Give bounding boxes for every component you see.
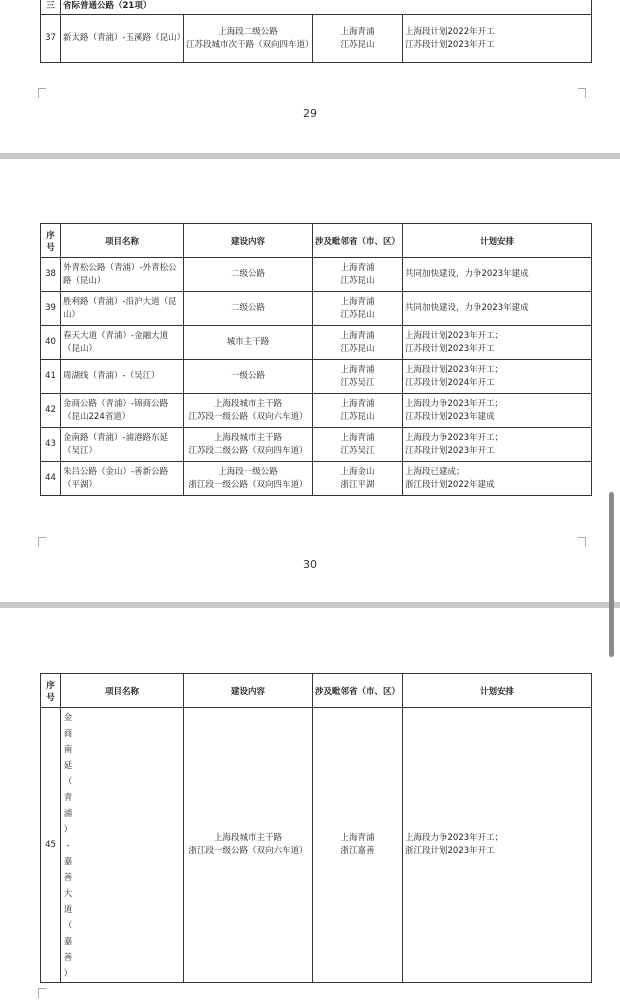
table-page-31: [40, 673, 592, 983]
header-name: 项目名称: [61, 224, 184, 258]
row-no: 40: [41, 326, 61, 360]
crop-mark: [38, 537, 46, 547]
row-name-char: 商: [63, 729, 73, 739]
row-content: 城市主干路: [184, 326, 313, 360]
header-region: 涉及毗邻省（市、区）: [313, 224, 403, 258]
table-row: [41, 462, 592, 496]
section-label: 三: [41, 0, 61, 15]
row-region: 上海青浦 江苏昆山: [313, 394, 403, 428]
table-row: [41, 15, 592, 63]
row-name-char: ）: [63, 825, 73, 835]
row-region: 上海青浦 江苏昆山: [313, 292, 403, 326]
row-no: 38: [41, 258, 61, 292]
page-30: [0, 159, 620, 602]
row-name-char: 善: [63, 873, 73, 883]
table-page-30: [40, 223, 592, 496]
row-content: 上海段城市主干路 江苏段一级公路（双向六车道）: [184, 394, 313, 428]
row-no: 41: [41, 360, 61, 394]
header-no: 序号: [41, 224, 61, 258]
row-name: 周湖线（青浦）-（吴江）: [61, 360, 184, 394]
row-name: 外青松公路（青浦）-外青松公路（昆山）: [61, 258, 184, 292]
table-row: [41, 428, 592, 462]
row-region: 上海青浦 江苏昆山: [313, 258, 403, 292]
table-header: [41, 224, 592, 258]
row-name-char: 嘉: [63, 857, 73, 867]
table-row: [41, 360, 592, 394]
header-plan: 计划安排: [403, 674, 592, 708]
row-no: 39: [41, 292, 61, 326]
row-name-char: -: [66, 841, 70, 851]
scrollbar-thumb[interactable]: [609, 492, 614, 657]
row-plan: 上海段力争2023年开工； 江苏段计划2023年建成: [403, 394, 592, 428]
row-region: 上海青浦 江苏昆山: [313, 15, 403, 63]
row-name: 胜利路（青浦）-沿沪大道（昆山）: [61, 292, 184, 326]
row-plan: 上海段计划2023年开工； 江苏段计划2024年开工: [403, 360, 592, 394]
row-plan: 上海段力争2023年开工； 江苏段计划2023年开工: [403, 428, 592, 462]
row-no: 37: [41, 15, 61, 63]
row-no: 42: [41, 394, 61, 428]
crop-mark: [38, 988, 46, 998]
row-name-char: 道: [63, 905, 73, 915]
table-header: [41, 674, 592, 708]
header-region: 涉及毗邻省（市、区）: [313, 674, 403, 708]
row-name: 新太路（青浦）-玉溪路（昆山）: [61, 15, 184, 63]
crop-mark: [38, 88, 46, 98]
row-name: 金南路（青浦）-浦港路东延（吴江）: [61, 428, 184, 462]
table-row: [41, 258, 592, 292]
row-content: 一级公路: [184, 360, 313, 394]
row-name-char: 浦: [63, 809, 73, 819]
row-name-char: 大: [63, 889, 73, 899]
row-no: 45: [41, 708, 61, 983]
row-no: 44: [41, 462, 61, 496]
row-no: 43: [41, 428, 61, 462]
row-name-char: 青: [63, 793, 73, 803]
table-row: [41, 394, 592, 428]
row-plan: 上海段力争2023年开工； 浙江段计划2023年开工: [403, 708, 592, 983]
table-row: [41, 326, 592, 360]
section-title: 省际普通公路（21项）: [61, 0, 592, 15]
page-31: [0, 608, 620, 1000]
crop-mark: [578, 88, 586, 98]
row-region: 上海金山 浙江平湖: [313, 462, 403, 496]
header-content: 建设内容: [184, 674, 313, 708]
header-no: 序号: [41, 674, 61, 708]
header-plan: 计划安排: [403, 224, 592, 258]
row-plan: 共同加快建设，力争2023年建成: [403, 292, 592, 326]
row-name: [61, 708, 184, 983]
row-name-char: 善: [63, 953, 73, 963]
row-name-char: 延: [63, 761, 73, 771]
row-content: 上海段城市主干路 浙江段一级公路（双向六车道）: [184, 708, 313, 983]
table-row: [41, 292, 592, 326]
row-name: 金商公路（青浦）-锦商公路（昆山224省道）: [61, 394, 184, 428]
row-name-char: 金: [63, 713, 73, 723]
row-content: 上海段城市主干路 江苏段二级公路（双向四车道）: [184, 428, 313, 462]
row-name: 朱吕公路（金山）-善新公路（平湖）: [61, 462, 184, 496]
row-name-char: （: [63, 777, 73, 787]
row-content: 二级公路: [184, 292, 313, 326]
row-region: 上海青浦 浙江嘉善: [313, 708, 403, 983]
header-content: 建设内容: [184, 224, 313, 258]
page-29: [0, 0, 620, 152]
row-content: 二级公路: [184, 258, 313, 292]
row-region: 上海青浦 江苏昆山: [313, 326, 403, 360]
row-region: 上海青浦 江苏吴江: [313, 428, 403, 462]
row-plan: 共同加快建设，力争2023年建成: [403, 258, 592, 292]
crop-mark: [578, 537, 586, 547]
header-name: 项目名称: [61, 674, 184, 708]
row-content: 上海段二级公路 江苏段城市次干路（双向四车道）: [184, 15, 313, 63]
page-number: 30: [303, 558, 317, 571]
row-name-char: 嘉: [63, 937, 73, 947]
row-name: 春天大道（青浦）-金融大道（昆山）: [61, 326, 184, 360]
table-page-29: [40, 0, 592, 63]
row-name-char: ）: [63, 969, 73, 979]
watermark: [452, 963, 602, 979]
row-content: 上海段一级公路 浙江段一级公路（双向四车道）: [184, 462, 313, 496]
row-plan: 上海段计划2023年开工； 江苏段计划2023年开工: [403, 326, 592, 360]
row-region: 上海青浦 江苏吴江: [313, 360, 403, 394]
row-name-char: 南: [63, 745, 73, 755]
page-number: 29: [303, 107, 317, 120]
row-plan: 上海段计划2022年开工 江苏段计划2023年开工: [403, 15, 592, 63]
row-name-char: （: [63, 921, 73, 931]
row-plan: 上海段已建成； 浙江段计划2022年建成: [403, 462, 592, 496]
section-row: [41, 0, 592, 15]
table-row: [41, 708, 592, 983]
